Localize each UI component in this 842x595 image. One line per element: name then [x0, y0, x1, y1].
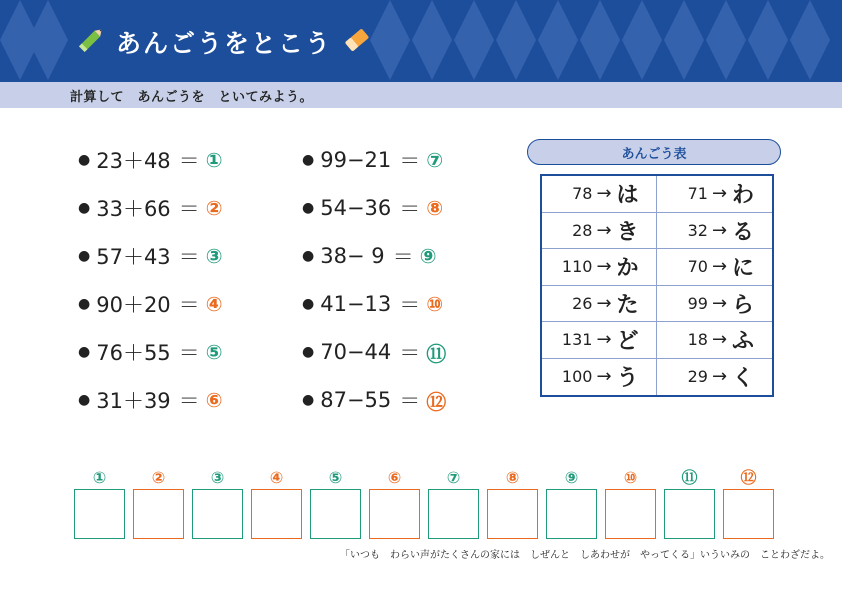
cipher-cell [657, 176, 772, 213]
cipher-cell [657, 286, 772, 323]
cipher-number: 70 [687, 257, 708, 277]
header-banner [0, 0, 842, 82]
arrow-icon: → [596, 183, 612, 205]
problem-expression: 76＋55 [96, 341, 171, 365]
cipher-kana: う [616, 366, 639, 392]
answer-slot-label: ① [92, 468, 107, 487]
answer-number: ⑩ [426, 292, 444, 316]
answer-slot [604, 468, 657, 539]
arrow-icon: → [711, 292, 728, 314]
equals-sign: ＝ [178, 245, 200, 269]
cipher-number: 99 [687, 293, 708, 313]
problem-expression: 33＋66 [96, 197, 171, 221]
answer-slot [191, 468, 244, 539]
answer-input-box[interactable] [310, 489, 361, 539]
answer-input-box[interactable] [428, 489, 479, 539]
equals-sign: ＝ [178, 293, 200, 317]
cipher-kana: ら [732, 292, 755, 318]
answer-input-box[interactable] [192, 489, 243, 539]
answer-number: ④ [205, 292, 223, 316]
problem-expression: 70−44 [320, 340, 392, 364]
problem-row [78, 328, 223, 376]
answer-number: ⑫ [426, 389, 447, 414]
arrow-icon: → [711, 256, 728, 278]
problem-expression: 31＋39 [96, 389, 171, 413]
answer-slot [427, 468, 480, 539]
answer-slot-label: ④ [269, 468, 284, 487]
equals-sign: ＝ [178, 149, 200, 173]
answer-input-box[interactable] [369, 489, 420, 539]
bullet: ● [78, 344, 91, 360]
title-area [74, 22, 372, 62]
answer-slot-label: ⑥ [387, 468, 402, 487]
arrow-icon: → [711, 366, 728, 388]
arrow-icon: → [596, 219, 612, 241]
answer-slot [73, 468, 126, 539]
cipher-cell [657, 359, 772, 396]
cipher-cell [542, 322, 657, 359]
left-problem-list [78, 136, 223, 424]
answer-slot [486, 468, 539, 539]
problem-expression: 99−21 [320, 148, 392, 172]
problem-row [302, 280, 446, 328]
answer-input-box[interactable] [546, 489, 597, 539]
footnote: 「いつも わらい声がたくさんの家には しぜんと しあわせが やってくる」いういみの ことわざだよ。 [340, 550, 830, 561]
answer-number: ⑧ [426, 196, 444, 220]
cipher-cell [542, 286, 657, 323]
answer-slot [545, 468, 598, 539]
answer-input-box[interactable] [664, 489, 715, 539]
cipher-cell [657, 249, 772, 286]
equals-sign: ＝ [399, 197, 421, 221]
cipher-kana: た [616, 292, 639, 318]
answer-input-box[interactable] [74, 489, 125, 539]
cipher-number: 110 [561, 257, 593, 277]
answer-input-box[interactable] [251, 489, 302, 539]
answer-slot [250, 468, 303, 539]
cipher-number: 26 [572, 293, 593, 313]
problem-expression: 23＋48 [96, 149, 171, 173]
cipher-cell [542, 213, 657, 250]
bullet: ● [302, 296, 315, 312]
answer-number: ⑨ [419, 244, 437, 268]
answer-number: ⑦ [426, 148, 444, 172]
arrow-icon: → [596, 366, 612, 388]
problem-row [302, 376, 446, 424]
problem-expression: 41−13 [320, 292, 392, 316]
cipher-cell [657, 213, 772, 250]
problem-row [78, 376, 223, 424]
cipher-cell [542, 359, 657, 396]
cipher-kana: ど [616, 329, 639, 355]
bullet: ● [78, 392, 91, 408]
answer-slot-label: ③ [210, 468, 225, 487]
cipher-number: 71 [687, 184, 708, 204]
equals-sign: ＝ [399, 293, 421, 317]
cipher-kana: く [732, 366, 755, 392]
right-problem-list [302, 136, 446, 424]
problem-expression: 54−36 [320, 196, 392, 220]
equals-sign: ＝ [392, 245, 414, 269]
bullet: ● [302, 200, 315, 216]
answer-input-box[interactable] [133, 489, 184, 539]
answer-slot-label: ⑫ [740, 468, 757, 487]
cipher-cell [542, 249, 657, 286]
arrow-icon: → [596, 256, 612, 278]
answer-slot-label: ⑪ [681, 468, 698, 487]
bullet: ● [302, 344, 315, 360]
problem-expression: 87−55 [320, 388, 392, 412]
instruction-text: 計算して あんごうを といてみよう。 [70, 90, 314, 105]
cipher-kana: か [616, 256, 639, 282]
cipher-kana: き [616, 219, 639, 245]
arrow-icon: → [596, 329, 612, 351]
problem-row [78, 280, 223, 328]
problem-row [78, 136, 223, 184]
cipher-number: 18 [687, 330, 708, 350]
answer-number: ⑪ [426, 341, 447, 366]
cipher-kana: わ [732, 183, 755, 209]
bullet: ● [78, 248, 91, 264]
answer-boxes [73, 468, 781, 539]
cipher-cell [657, 322, 772, 359]
pencil-icon [74, 23, 108, 61]
bullet: ● [78, 296, 91, 312]
bullet: ● [302, 248, 315, 264]
cipher-number: 131 [561, 330, 593, 350]
answer-number: ① [205, 148, 223, 172]
problem-expression: 90＋20 [96, 293, 171, 317]
cipher-number: 32 [687, 220, 708, 240]
arrow-icon: → [596, 292, 612, 314]
problem-row [302, 184, 446, 232]
answer-input-box[interactable] [605, 489, 656, 539]
answer-slot [132, 468, 185, 539]
cipher-number: 29 [687, 367, 708, 387]
equals-sign: ＝ [178, 389, 200, 413]
bullet: ● [302, 392, 315, 408]
answer-slot [309, 468, 362, 539]
arrow-icon: → [711, 329, 728, 351]
answer-slot-label: ⑩ [623, 468, 638, 487]
answer-slot-label: ⑧ [505, 468, 520, 487]
page-title: あんごうをとこう [116, 29, 333, 58]
answer-input-box[interactable] [723, 489, 774, 539]
arrow-icon: → [711, 219, 728, 241]
cipher-kana: る [732, 219, 755, 245]
cipher-cell [542, 176, 657, 213]
equals-sign: ＝ [178, 197, 200, 221]
answer-number: ③ [205, 244, 223, 268]
bullet: ● [302, 152, 315, 168]
answer-slot [722, 468, 775, 539]
answer-slot-label: ② [151, 468, 166, 487]
arrow-icon: → [711, 183, 728, 205]
problem-row [78, 184, 223, 232]
equals-sign: ＝ [399, 149, 421, 173]
equals-sign: ＝ [399, 341, 421, 365]
cipher-number: 78 [572, 184, 593, 204]
answer-number: ② [205, 196, 223, 220]
answer-slot [368, 468, 421, 539]
cipher-kana: は [616, 183, 639, 209]
answer-number: ⑤ [205, 340, 223, 364]
problem-row [302, 232, 446, 280]
cipher-kana: に [732, 256, 755, 282]
cipher-number: 28 [572, 220, 593, 240]
cipher-kana: ふ [732, 329, 755, 355]
bullet: ● [78, 152, 91, 168]
problem-row [302, 328, 446, 376]
problem-expression: 38− 9 [320, 244, 385, 268]
answer-slot [663, 468, 716, 539]
cipher-table [540, 174, 774, 397]
problem-row [302, 136, 446, 184]
answer-slot-label: ⑤ [328, 468, 343, 487]
bullet: ● [78, 200, 91, 216]
problem-expression: 57＋43 [96, 245, 171, 269]
answer-slot-label: ⑦ [446, 468, 461, 487]
equals-sign: ＝ [178, 341, 200, 365]
answer-slot-label: ⑨ [564, 468, 579, 487]
equals-sign: ＝ [399, 389, 421, 413]
eraser-icon [342, 25, 372, 59]
answer-number: ⑥ [205, 388, 223, 412]
answer-input-box[interactable] [487, 489, 538, 539]
problem-row [78, 232, 223, 280]
cipher-table-title: あんごう表 [527, 139, 781, 165]
cipher-number: 100 [561, 367, 593, 387]
